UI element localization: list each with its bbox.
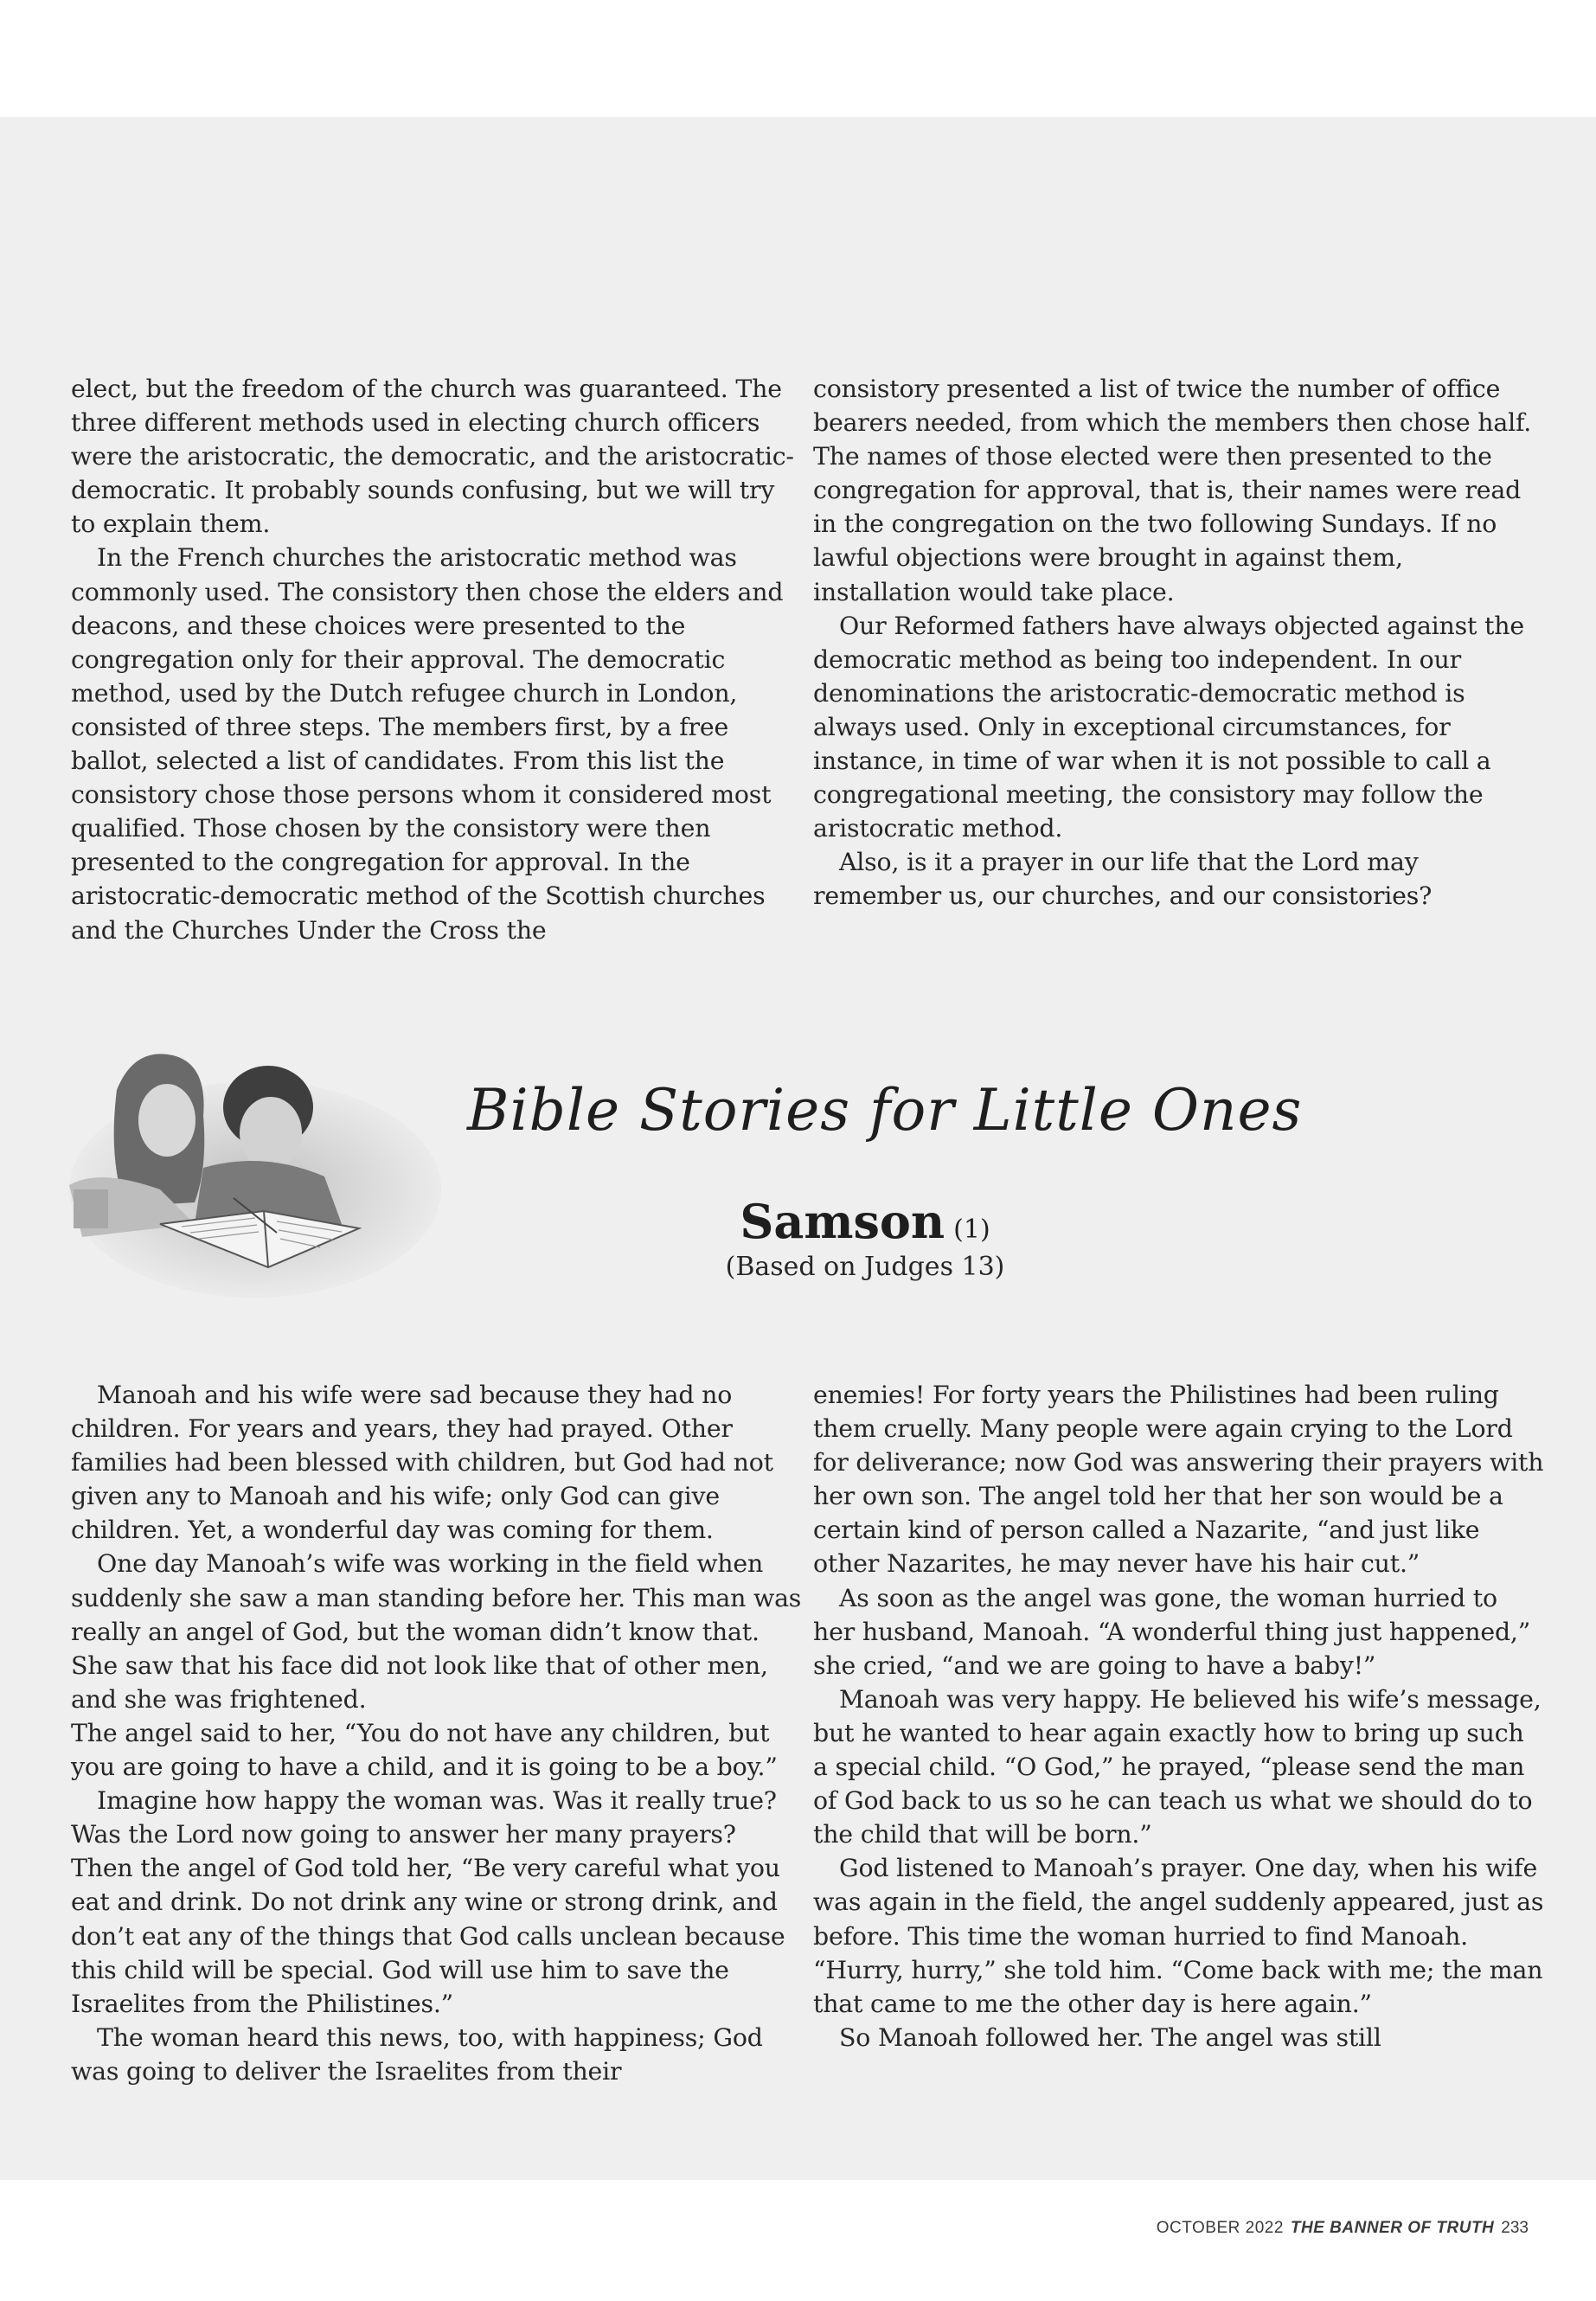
paragraph: consistory presented a list of twice the number of office bearers needed, from which the members then chose half. The names of those elected were then presented to the congregation for approval, that is, their names were read in the congregation on the two following Sundays. If no lawful objections were brought in against them, installation would take place. [813,375,1532,606]
story-title: Samson [740,1194,945,1249]
story-part-number: (1) [953,1215,990,1245]
paragraph: In the French churches the aristocratic method was commonly used. The consistory then chose the elders and deacons, and these choices were presented to the congregation only for their approval. The democratic method, used by the Dutch refugee church in London, consisted of three steps. The members first, by a free ballot, selected a list of candidates. From this list the consistory chose those persons whom it considered most qualified. Those chosen by the consistory were then presented to the congregation for approval. In the aristocratic-democratic method of the Scottish churches and the Churches Under the Cross the [71,543,784,945]
paragraph: Also, is it a prayer in our life that the Lord may remember us, our churches, and our consistories? [813,848,1433,911]
paragraph: The woman heard this news, too, with happiness; God was going to deliver the Israelites from their [71,2022,763,2086]
paragraph: The angel said to her, “You do not have any children, but you are going to have a child, and it is going to be a boy.” [71,1718,778,1782]
section-title: Bible Stories for Little Ones [467,1077,1303,1144]
paragraph: enemies! For forty years the Philistines had been ruling them cruelly. Many people were again crying to the Lord for deliverance; now God was answering their prayers with her own son. The angel told her that her son would be a certain kind of person called a Nazarite, “and just like other Nazarites, he may never have his hair cut.” [813,1381,1544,1579]
page-footer [1157,2219,1529,2238]
paragraph: Manoah and his wife were sad because they had no children. For years and years, they had prayed. Other families had been blessed with children, but God had not given any to Manoah and his wife; only God can give children. Yet, a wonderful day was coming for them. [71,1381,773,1545]
article-column-right [813,372,1544,913]
paragraph: elect, but the freedom of the church was guaranteed. The three different methods used in electing church officers were the aristocratic, the democratic, and the aristocratic-democratic. It probably sounds confusing, but we will try to explain them. [71,375,794,539]
issue-date: OCTOBER 2022 [1156,2219,1284,2237]
story-column-left [71,1378,802,2088]
paragraph: Our Reformed fathers have always objected against the democratic method as being too independent. In our denominations the aristocratic-democratic method is always used. Only in exceptional circumstances, for instance, in time of war when it is not possible to call a congregational meeting, the consistory may follow the aristocratic method. [813,611,1524,843]
paragraph: So Manoah followed her. The angel was still [839,2022,1381,2052]
story-column-right [813,1378,1544,2054]
paragraph: Imagine how happy the woman was. Was it really true? Was the Lord now going to answer her many prayers? Then the angel of God told her, “Be very careful what you eat and drink. Do not drink any wine or strong drink, and don’t eat any of the things that God calls unclean because this child will be special. God will use him to save the Israelites from the Philistines.” [71,1786,785,2018]
paragraph: As soon as the angel was gone, the woman hurried to her husband, Manoah. “A wonderful thing just happened,” she cried, “and we are going to have a baby!” [813,1583,1531,1680]
magazine-page [0,117,1596,2237]
page-number: 233 [1501,2219,1529,2237]
paragraph: One day Manoah’s wife was working in the field when suddenly she saw a man standing before her. This man was really an angel of God, but the woman didn’t know that. She saw that his face did not look like that of other men, and she was frightened. [71,1549,802,1714]
story-heading [536,1194,1194,1249]
magazine-name: THE BANNER OF TRUTH [1290,2219,1495,2237]
paragraph: Manoah was very happy. He believed his wife’s message, but he wanted to hear again exactly how to bring up such a special child. “O God,” he prayed, “please send the man of God back to us so he can teach us what we should do to the child that will be born.” [813,1684,1542,1849]
story-subtitle: (Based on Judges 13) [725,1252,1005,1282]
children-reading-bible-illustration [65,1038,445,1302]
paragraph: God listened to Manoah’s prayer. One day, when his wife was again in the field, the angel suddenly appeared, just as before. This time the woman hurried to find Manoah. “Hurry, hurry,” she told him. “Come back with me; the man that came to me the other day is here again.” [813,1854,1544,2018]
article-column-left [71,372,802,947]
